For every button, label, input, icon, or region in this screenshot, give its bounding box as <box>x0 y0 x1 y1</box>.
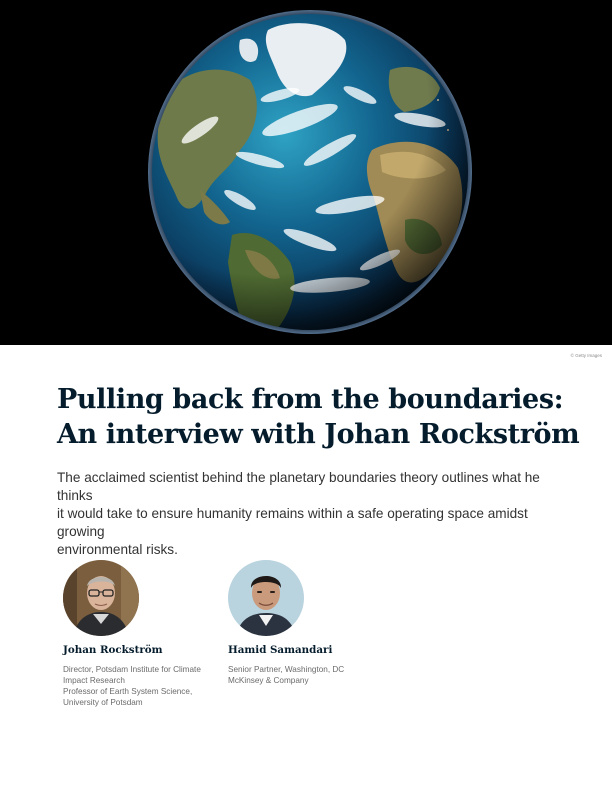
title-line-1: Pulling back from the boundaries: <box>57 384 564 415</box>
avatar <box>63 560 139 636</box>
person-hamid-samandari <box>228 560 398 686</box>
portrait-johan-rockstrom <box>63 560 139 636</box>
article-subtitle <box>57 469 557 559</box>
avatar <box>228 560 304 636</box>
person-johan-rockstrom <box>63 560 233 708</box>
earth-globe-image <box>0 0 612 345</box>
image-credit: © Getty Images <box>570 353 602 358</box>
article-title <box>57 382 587 452</box>
role-line: McKinsey & Company <box>228 676 309 685</box>
role-line: Impact Research <box>63 676 125 685</box>
role-line: Director, Potsdam Institute for Climate <box>63 665 201 674</box>
subtitle-line-2: it would take to ensure humanity remains within a safe operating space amidst growing <box>57 506 528 539</box>
hero-image <box>0 0 612 345</box>
person-role <box>228 664 398 686</box>
title-line-2: An interview with Johan Rockström <box>57 419 580 450</box>
role-line: Professor of Earth System Science, <box>63 687 193 696</box>
person-name: Johan Rockström <box>63 644 163 656</box>
subtitle-line-3: environmental risks. <box>57 542 178 557</box>
subtitle-line-1: The acclaimed scientist behind the planetary boundaries theory outlines what he thinks <box>57 470 540 503</box>
role-line: Senior Partner, Washington, DC <box>228 665 345 674</box>
person-name: Hamid Samandari <box>228 644 333 656</box>
role-line: University of Potsdam <box>63 698 143 707</box>
portrait-hamid-samandari <box>228 560 304 636</box>
person-role <box>63 664 233 708</box>
